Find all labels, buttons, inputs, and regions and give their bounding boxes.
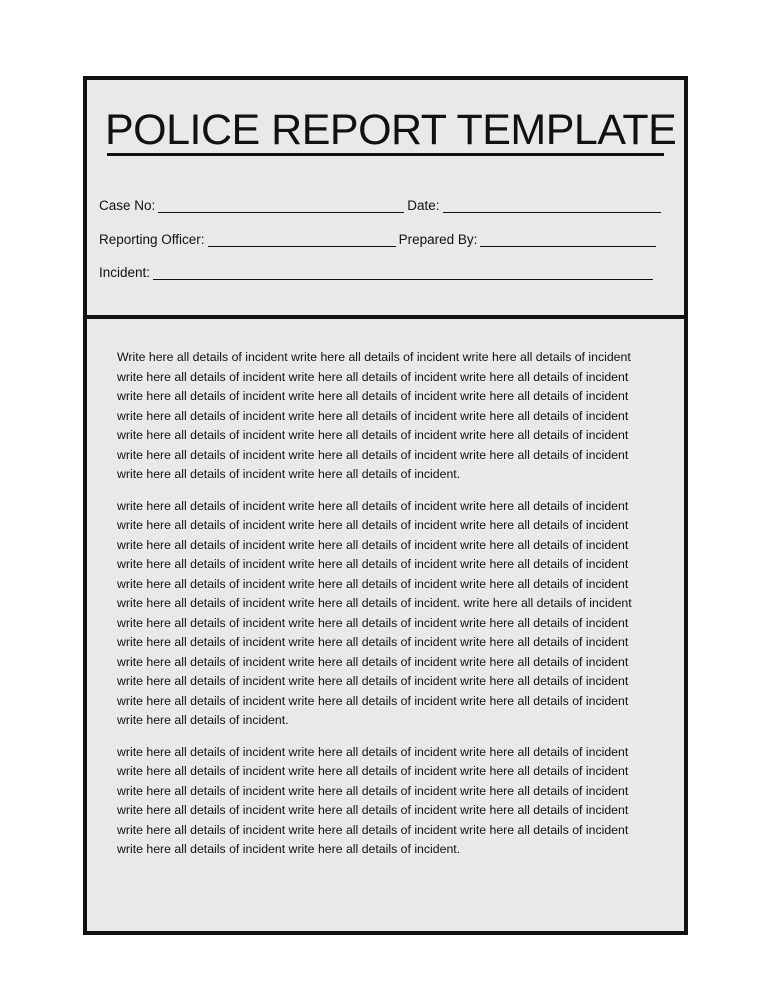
details-line: write here all details of incident write here all details of incident. [117,467,461,481]
reporting-officer-field[interactable] [208,234,396,247]
case-no-field[interactable] [158,200,404,213]
details-paragraph [117,743,632,860]
case-date-row [99,198,664,213]
details-line: write here all details of incident write here all details of incident write here all details of incident [117,428,629,442]
details-line: write here all details of incident write here all details of incident write here all details of incident [117,408,629,423]
details-line: write here all details of incident write here all details of incident write here all details of incident [117,576,629,591]
details-paragraph [117,497,632,731]
prepared-by-field[interactable] [480,234,656,247]
page-title: POLICE REPORT TEMPLATE [105,106,677,154]
title-underline [107,153,664,156]
incident-label: Incident: [99,265,151,280]
details-line: write here all details of incident write here all details of incident write here all details of incident [117,674,629,688]
details-line: write here all details of incident write here all details of incident write here all details of incident [117,557,629,571]
date-field[interactable] [443,200,661,213]
details-line: write here all details of incident write here all details of incident write here all details of incident [117,693,629,708]
date-label: Date: [407,198,440,213]
details-line: write here all details of incident write here all details of incident write here all details of incident [117,537,629,552]
officer-row [99,232,659,247]
prepared-by-label: Prepared By: [398,232,478,247]
section-divider [87,315,684,319]
details-line: write here all details of incident write here all details of incident write here all details of incident [117,803,629,817]
details-line: write here all details of incident write here all details of incident write here all details of incident [117,389,629,403]
details-line: write here all details of incident write here all details of incident write here all details of incident [117,654,629,669]
details-line: write here all details of incident. [117,713,289,727]
report-form [83,76,688,935]
incident-field[interactable] [153,267,653,280]
details-line: write here all details of incident write here all details of incident write here all details of incident [117,518,629,532]
details-line: write here all details of incident write here all details of incident write here all details of incident [117,783,629,798]
details-line: write here all details of incident write here all details of incident write here all details of incident [117,615,629,630]
details-line: write here all details of incident write here all details of incident write here all details of incident [117,447,629,462]
details-line: write here all details of incident write here all details of incident write here all details of incident [117,822,629,837]
incident-details [117,348,632,872]
details-line: write here all details of incident write here all details of incident write here all details of incident [117,744,629,759]
details-line: write here all details of incident write here all details of incident write here all details of incident [117,369,629,384]
details-line: write here all details of incident write here all details of incident. [117,842,461,856]
incident-row [99,265,656,280]
details-line: Write here all details of incident write here all details of incident write here all details of incident [117,350,631,364]
details-line: write here all details of incident write here all details of incident write here all details of incident [117,764,629,778]
case-no-label: Case No: [99,198,156,213]
details-line: write here all details of incident write here all details of incident. write here all details of incident [117,596,632,610]
details-line: write here all details of incident write here all details of incident write here all details of incident [117,498,629,513]
details-line: write here all details of incident write here all details of incident write here all details of incident [117,635,629,649]
details-paragraph [117,348,632,485]
reporting-officer-label: Reporting Officer: [99,232,205,247]
